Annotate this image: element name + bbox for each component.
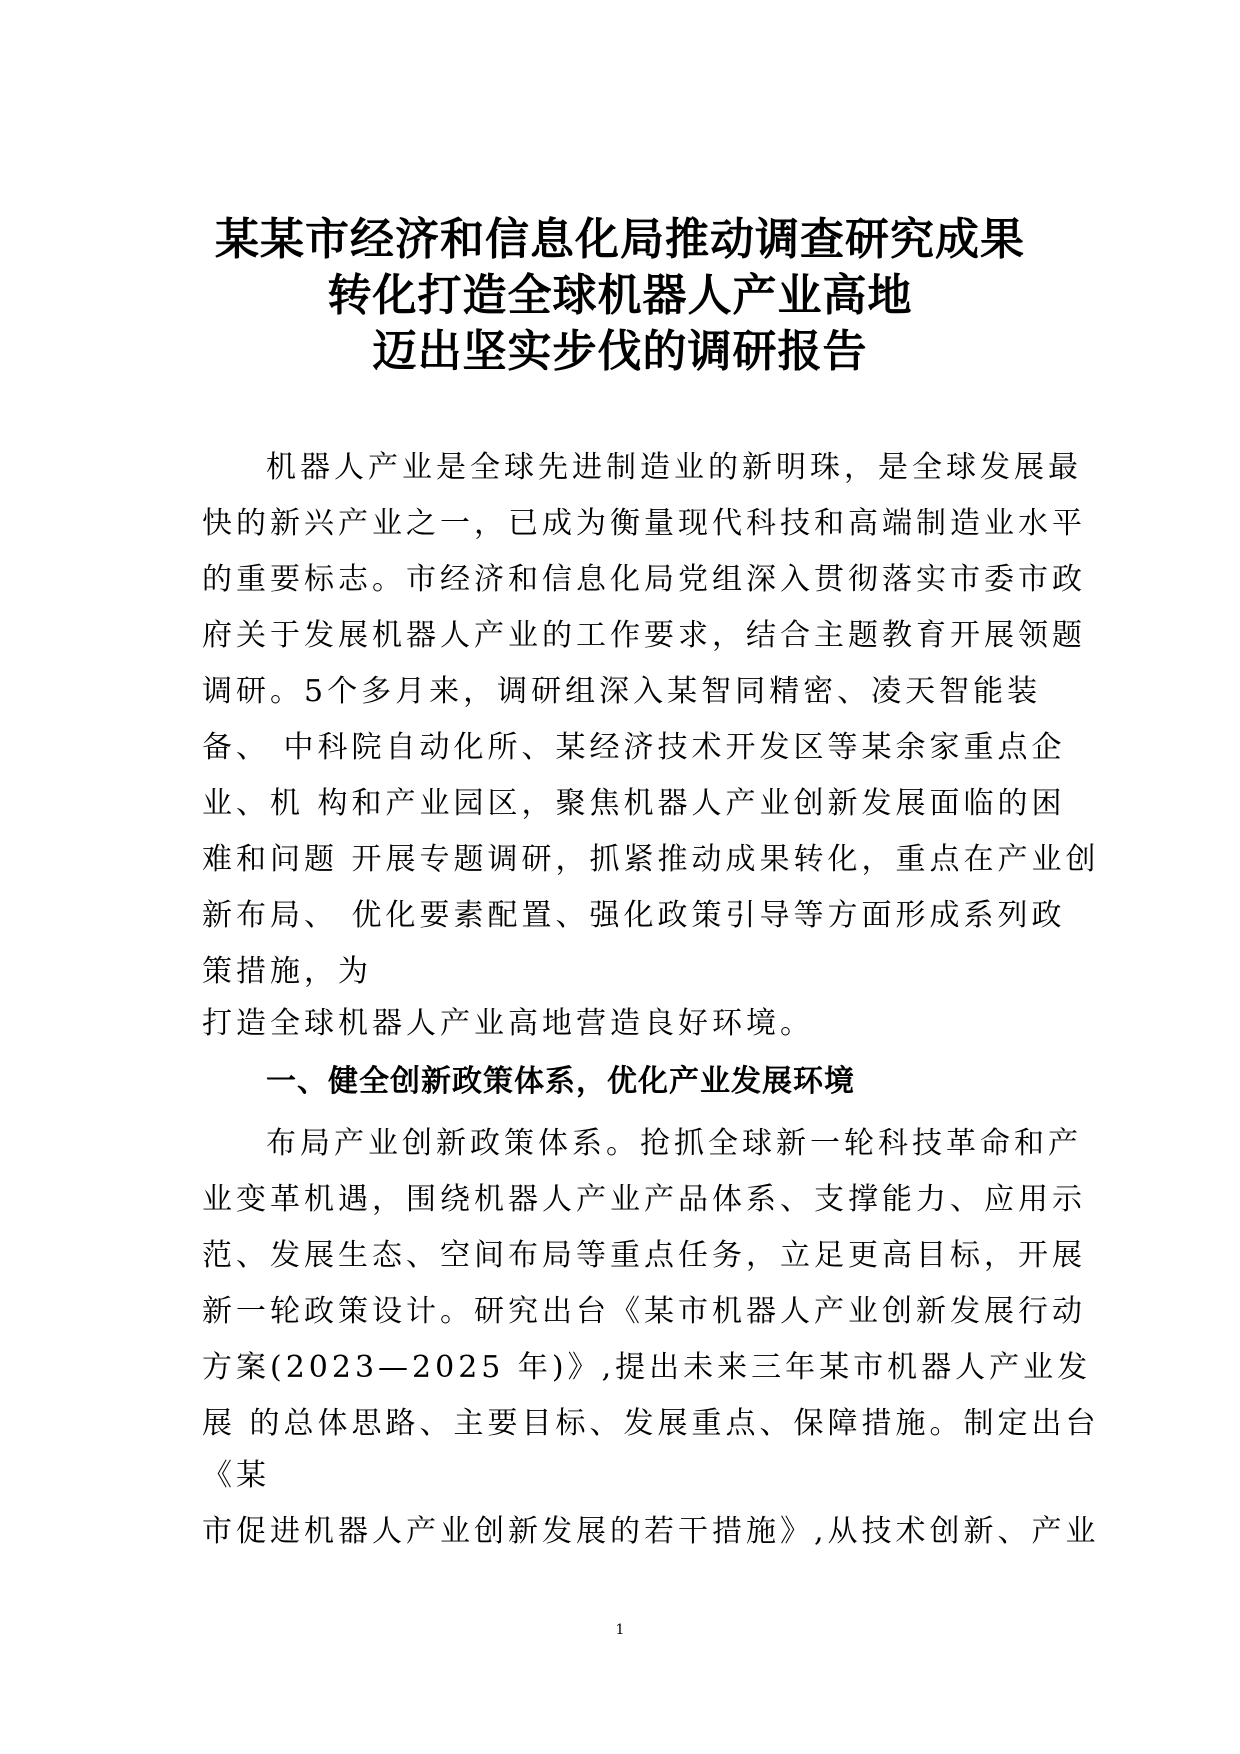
paragraph-2-line-7: 《某 bbox=[202, 1458, 270, 1493]
paragraph-2-line-4: 新一轮政策设计。研究出台《某市机器人产业创新发展行动 bbox=[202, 1294, 1086, 1329]
title-line-2: 转化打造全球机器人产业高地 bbox=[327, 270, 913, 321]
page-number: 1 bbox=[615, 1622, 625, 1638]
title-line-3: 迈出坚实步伐的调研报告 bbox=[372, 326, 868, 377]
paragraph-2-line-6: 展 的总体思路、主要目标、发展重点、保障措施。制定出台 bbox=[202, 1406, 1100, 1441]
paragraph-1-line-1: 机器人产业是全球先进制造业的新明珠，是全球发展最 bbox=[266, 450, 1082, 485]
paragraph-2-line-8: 市促进机器人产业创新发展的若干措施》,从技术创新、产业 bbox=[202, 1514, 1100, 1549]
title-line-1: 某某市经济和信息化局推动调查研究成果 bbox=[215, 214, 1025, 265]
paragraph-1-line-6: 备、 中科院自动化所、某经济技术开发区等某余家重点企 bbox=[202, 730, 1066, 765]
section-heading-1: 一、健全创新政策体系，优化产业发展环境 bbox=[266, 1064, 855, 1099]
paragraph-1-line-7: 业、机 构和产业园区，聚焦机器人产业创新发展面临的困 bbox=[202, 786, 1066, 821]
paragraph-1-line-10: 策措施，为 bbox=[202, 954, 372, 989]
paragraph-2-line-3: 范、发展生态、空间布局等重点任务，立足更高目标，开展 bbox=[202, 1238, 1086, 1273]
paragraph-2-line-2: 业变革机遇，围绕机器人产业产品体系、支撑能力、应用示 bbox=[202, 1182, 1086, 1217]
paragraph-1-line-5: 调研。5个多月来，调研组深入某智同精密、凌天智能装 bbox=[202, 674, 1042, 709]
paragraph-1-line-11: 打造全球机器人产业高地营造良好环境。 bbox=[202, 1006, 814, 1041]
paragraph-1-line-9: 新布局、 优化要素配置、强化政策引导等方面形成系列政 bbox=[202, 898, 1066, 933]
document-title bbox=[0, 212, 1240, 380]
paragraph-1-line-8: 难和问题 开展专题调研，抓紧推动成果转化，重点在产业创 bbox=[202, 842, 1100, 877]
paragraph-1-line-2: 快的新兴产业之一，已成为衡量现代科技和高端制造业水平 bbox=[202, 506, 1086, 541]
paragraph-1-line-3: 的重要标志。市经济和信息化局党组深入贯彻落实市委市政 bbox=[202, 562, 1086, 597]
paragraph-2-line-1: 布局产业创新政策体系。抢抓全球新一轮科技革命和产 bbox=[266, 1126, 1082, 1161]
paragraph-2-line-5: 方案(2023—2025 年)》,提出未来三年某市机器人产业发 bbox=[202, 1350, 1092, 1385]
paragraph-1-line-4: 府关于发展机器人产业的工作要求，结合主题教育开展领题 bbox=[202, 618, 1086, 653]
